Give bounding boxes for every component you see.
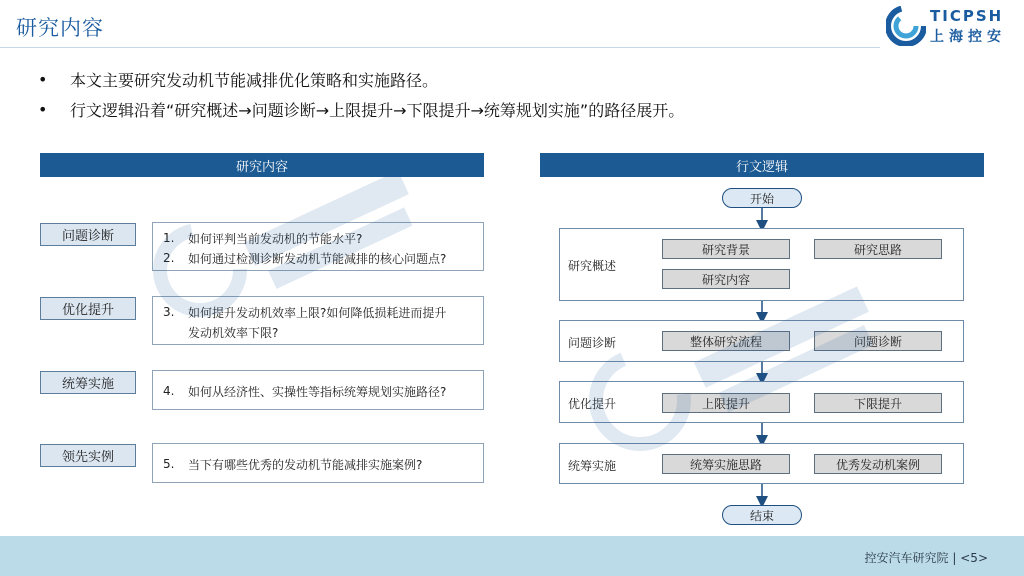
- logo-text-en: TICPSH: [930, 7, 1004, 25]
- flow-end: 结束: [722, 505, 802, 525]
- step-implementation-plan: 统筹实施思路: [662, 454, 790, 474]
- category-optimization: 优化提升: [40, 297, 136, 320]
- question-number: 2.: [163, 251, 175, 265]
- bullet-dot-icon: •: [38, 99, 48, 119]
- research-content-header: 研究内容: [40, 153, 484, 177]
- stage-label: 研究概述: [568, 259, 617, 273]
- question-number: 3.: [163, 305, 175, 319]
- logo-text-cn: 上海控安: [930, 29, 1006, 45]
- step-problem-diagnosis: 问题诊断: [814, 331, 942, 351]
- step-research-approach: 研究思路: [814, 239, 942, 259]
- category-problem-diagnosis: 问题诊断: [40, 223, 136, 246]
- bullet-dot-icon: •: [38, 69, 48, 89]
- footer-bar: [0, 536, 1024, 576]
- bullet-text: 本文主要研究发动机节能减排优化策略和实施路径。: [70, 70, 439, 90]
- stage-label: 统筹实施: [568, 459, 617, 473]
- step-overall-process: 整体研究流程: [662, 331, 790, 351]
- category-leading-examples: 领先实例: [40, 444, 136, 467]
- step-research-background: 研究背景: [662, 239, 790, 259]
- page-number: <5>: [960, 551, 988, 565]
- step-upper-limit: 上限提升: [662, 393, 790, 413]
- question-number: 1.: [163, 231, 175, 245]
- step-research-content: 研究内容: [662, 269, 790, 289]
- question-text: 如何提升发动机效率上限?如何降低损耗进而提升: [188, 305, 447, 320]
- flow-start: 开始: [722, 188, 802, 208]
- bullet-text: 行文逻辑沿着“研究概述→问题诊断→上限提升→下限提升→统筹规划实施”的路径展开。: [70, 100, 685, 120]
- writing-logic-header: 行文逻辑: [540, 153, 984, 177]
- step-engine-cases: 优秀发动机案例: [814, 454, 942, 474]
- page-title: 研究内容: [16, 16, 104, 40]
- question-number: 5.: [163, 457, 175, 471]
- stage-label: 优化提升: [568, 397, 617, 411]
- footer-org: 控安汽车研究院: [864, 551, 949, 565]
- question-number: 4.: [163, 384, 175, 398]
- question-text: 如何评判当前发动机的节能水平?: [188, 231, 363, 246]
- footer-separator: |: [952, 551, 961, 565]
- step-lower-limit: 下限提升: [814, 393, 942, 413]
- stage-label: 问题诊断: [568, 336, 617, 350]
- question-text: 如何从经济性、实操性等指标统筹规划实施路径?: [188, 384, 447, 399]
- question-text: 发动机效率下限?: [188, 325, 279, 340]
- category-overall-implementation: 统筹实施: [40, 371, 136, 394]
- question-text: 当下有哪些优秀的发动机节能减排实施案例?: [188, 457, 423, 472]
- footer-text: [865, 549, 988, 566]
- question-text: 如何通过检测诊断发动机节能减排的核心问题点?: [188, 251, 447, 266]
